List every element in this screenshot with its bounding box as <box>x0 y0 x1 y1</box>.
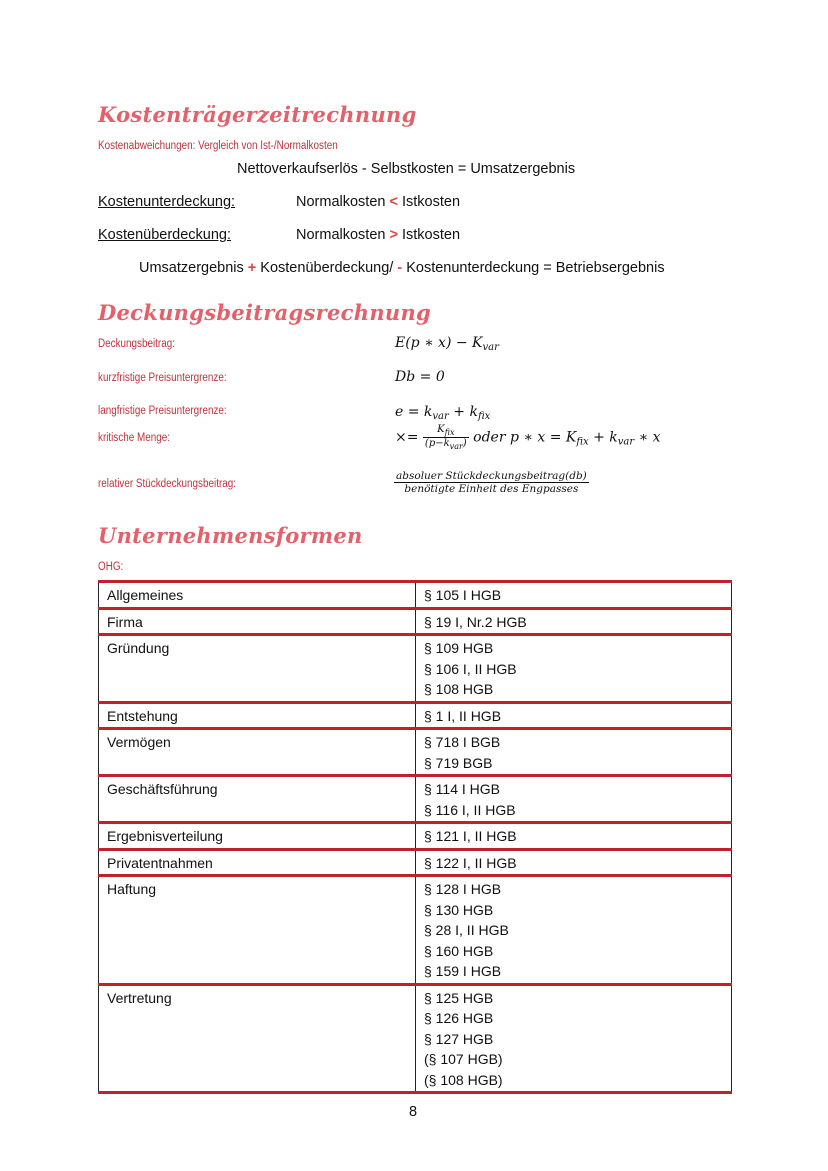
law-reference: § 159 I HGB <box>424 963 502 979</box>
table-row <box>99 984 732 1093</box>
table-cell-references <box>416 823 732 850</box>
table-cell-topic: Vermögen <box>99 729 416 776</box>
table-row <box>99 608 732 635</box>
law-reference: § 127 HGB <box>424 1030 494 1047</box>
fraction <box>394 470 589 495</box>
formula-text: ×= <box>395 429 419 446</box>
table-cell-topic: Privatentnahmen <box>99 849 416 876</box>
betrieb-op-plus: + <box>247 260 257 276</box>
betrieb-part-1: Umsatzergebnis <box>139 260 244 276</box>
table-cell-references <box>416 582 732 609</box>
fraction-denominator: benötigte Einheit des Engpasses <box>404 483 579 495</box>
law-reference: § 718 I BGB <box>424 734 501 750</box>
betrieb-part-2: Kostenüberdeckung/ <box>260 260 394 276</box>
label-deckungsbeitrag: Deckungsbeitrag: <box>98 338 175 350</box>
formula-umsatzergebnis: Nettoverkaufserlös - Selbstkosten = Umsatzergebnis <box>237 161 576 177</box>
formula-kurzfristige-preisuntergrenze: Db = 0 <box>395 369 445 385</box>
section-title-kostentraegerzeitrechnung: Kostenträgerzeitrechnung <box>98 102 417 127</box>
formula-text: E(p ∗ x) − K <box>395 335 483 351</box>
relation-operator: < <box>389 194 398 210</box>
section-subtitle-kostenabweichungen: Kostenabweichungen: Vergleich von Ist-/Normalkosten <box>98 140 338 152</box>
law-reference: § 122 I, II HGB <box>424 854 517 871</box>
law-reference: § 106 I, II HGB <box>424 660 517 677</box>
fraction-numerator <box>423 424 469 438</box>
table-cell-references <box>416 776 732 823</box>
table-row <box>99 823 732 850</box>
table-cell-references <box>416 635 732 703</box>
formula-subscript: var <box>482 342 499 353</box>
section-subtitle-ohg: OHG: <box>98 561 124 573</box>
table-cell-topic: Gründung <box>99 635 416 703</box>
law-reference: (§ 107 HGB) <box>424 1051 503 1067</box>
relation-kostenunterdeckung <box>296 194 460 210</box>
table-cell-topic: Ergebnisverteilung <box>99 823 416 850</box>
law-reference: § 121 I, II HGB <box>424 828 517 844</box>
fraction <box>423 424 469 451</box>
formula-deckungsbeitrag <box>395 335 499 353</box>
table-cell-references <box>416 876 732 985</box>
law-reference: § 125 HGB <box>424 989 494 1006</box>
table-cell-topic: Vertretung <box>99 984 416 1093</box>
label-kurzfristige-preisuntergrenze: kurzfristige Preisuntergrenze: <box>98 372 227 384</box>
law-reference: § 160 HGB <box>424 942 494 959</box>
formula-text: + k <box>588 429 618 446</box>
table-row <box>99 635 732 703</box>
table-row <box>99 729 732 776</box>
formula-relativer-stueckdeckungsbeitrag <box>394 470 589 495</box>
table-cell-topic: Allgemeines <box>99 582 416 609</box>
formula-text: oder p ∗ x = K <box>473 429 577 446</box>
law-reference: § 114 I HGB <box>424 781 501 797</box>
relation-right: Istkosten <box>401 227 461 243</box>
table-row <box>99 876 732 985</box>
table-cell-references <box>416 608 732 635</box>
formula-kritische-menge <box>395 424 661 451</box>
label-kostenunterdeckung: Kostenunterdeckung: <box>98 194 236 210</box>
formula-text: e = k <box>395 404 433 420</box>
relation-left: Normalkosten <box>296 194 386 210</box>
table-cell-topic: Geschäftsführung <box>99 776 416 823</box>
formula-subscript: var <box>432 411 449 422</box>
table-cell-references <box>416 702 732 729</box>
law-reference: (§ 108 HGB) <box>424 1071 503 1088</box>
page-number: 8 <box>409 1104 418 1120</box>
relation-right: Istkosten <box>401 194 461 210</box>
formula-subscript: var <box>617 436 635 448</box>
table-cell-topic: Entstehung <box>99 702 416 729</box>
formula-text: (p−k <box>424 438 450 449</box>
formula-langfristige-preisuntergrenze <box>395 404 490 422</box>
formula-subscript: var <box>449 442 463 451</box>
label-langfristige-preisuntergrenze: langfristige Preisuntergrenze: <box>98 405 227 417</box>
relation-left: Normalkosten <box>296 227 386 243</box>
law-reference: § 108 HGB <box>424 681 494 697</box>
formula-text: K <box>437 424 445 435</box>
table-row <box>99 849 732 876</box>
label-kostenueberdeckung: Kostenüberdeckung: <box>98 227 232 243</box>
betrieb-part-3: Kostenunterdeckung = Betriebsergebnis <box>406 260 665 276</box>
label-kritische-menge: kritische Menge: <box>98 432 171 444</box>
ohg-table <box>98 580 732 1094</box>
formula-betriebsergebnis <box>139 260 665 276</box>
law-reference: § 128 I HGB <box>424 881 502 897</box>
law-reference: § 109 HGB <box>424 640 494 656</box>
law-reference: § 19 I, Nr.2 HGB <box>424 613 527 630</box>
table-row <box>99 776 732 823</box>
table-row <box>99 702 732 729</box>
fraction-denominator <box>423 438 469 451</box>
table-row <box>99 582 732 609</box>
law-reference: § 28 I, II HGB <box>424 922 509 938</box>
formula-subscript: fix <box>576 436 589 448</box>
law-reference: § 116 I, II HGB <box>424 801 516 818</box>
law-reference: § 1 I, II HGB <box>424 707 502 724</box>
ohg-table-body <box>99 582 732 1093</box>
formula-subscript: fix <box>444 428 455 437</box>
betrieb-op-minus: - <box>397 260 403 276</box>
table-cell-references <box>416 849 732 876</box>
table-cell-topic: Haftung <box>99 876 416 985</box>
section-title-unternehmensformen: Unternehmensformen <box>98 523 363 548</box>
law-reference: § 126 HGB <box>424 1010 494 1026</box>
table-cell-references <box>416 984 732 1093</box>
relation-kostenueberdeckung <box>296 227 460 243</box>
formula-text: + k <box>448 404 478 420</box>
formula-text: ∗ x <box>634 429 661 446</box>
law-reference: § 719 BGB <box>424 754 493 771</box>
label-relativer-stueckdeckungsbeitrag: relativer Stückdeckungsbeitrag: <box>98 478 236 490</box>
formula-subscript: fix <box>477 411 491 422</box>
relation-operator: > <box>389 227 398 243</box>
law-reference: § 130 HGB <box>424 901 494 918</box>
law-reference: § 105 I HGB <box>424 587 502 603</box>
fraction-numerator: absoluer Stückdeckungsbeitrag(db) <box>396 470 587 482</box>
table-cell-topic: Firma <box>99 608 416 635</box>
table-cell-references <box>416 729 732 776</box>
formula-text: ) <box>462 438 467 449</box>
section-title-deckungsbeitragsrechnung: Deckungsbeitragsrechnung <box>98 300 432 325</box>
